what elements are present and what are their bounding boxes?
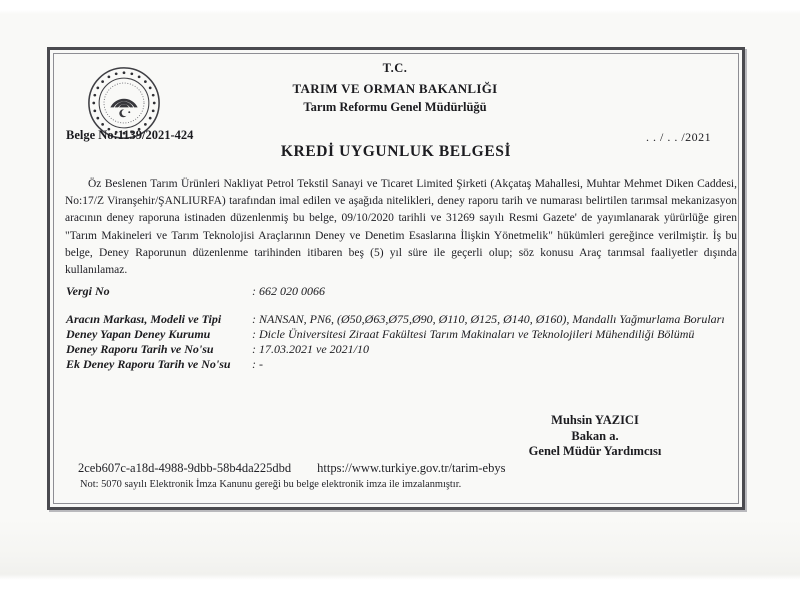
field-value: : NANSAN, PN6, (Ø50,Ø63,Ø75,Ø90, Ø110, Ø125, Ø140, Ø160), Mandallı Yağmurlama Boruları bbox=[252, 312, 725, 326]
field-value: : Dicle Üniversitesi Ziraat Fakültesi Tarım Makinaları ve Teknolojileri Mühendiliği Bölümü bbox=[252, 327, 695, 341]
field-value: : - bbox=[252, 357, 263, 371]
verification-url: https://www.turkiye.gov.tr/tarim-ebys bbox=[317, 461, 506, 475]
letterhead-directorate: Tarım Reformu Genel Müdürlüğü bbox=[303, 99, 487, 114]
signatory-name: Muhsin YAZICI bbox=[551, 413, 639, 427]
document-number-label: Belge No: bbox=[66, 128, 118, 142]
field-row-marka-model-tip bbox=[66, 312, 737, 327]
document-hash: 2ceb607c-a18d-4988-9dbb-58b4da225dbd bbox=[78, 461, 292, 475]
certificate-title: KREDİ UYGUNLUK BELGESİ bbox=[280, 143, 512, 160]
document-date: . . / . . /2021 bbox=[646, 130, 712, 144]
field-label: Ek Deney Raporu Tarih ve No'su bbox=[66, 357, 231, 371]
field-row-ek-deney-raporu bbox=[66, 357, 737, 372]
document-number-row bbox=[66, 128, 193, 143]
field-label: Deney Raporu Tarih ve No'su bbox=[66, 342, 214, 356]
letterhead-ministry: TARIM VE ORMAN BAKANLIĞI bbox=[292, 80, 498, 96]
signature-block bbox=[487, 413, 703, 460]
document-number-value: 1139/2021-424 bbox=[117, 128, 194, 142]
field-value: : 17.03.2021 ve 2021/10 bbox=[252, 342, 369, 356]
esignature-note: Not: 5070 sayılı Elektronik İmza Kanunu gereği bu belge elektronik imza ile imzalanmıştır. bbox=[80, 479, 462, 490]
field-row-vergi-no bbox=[66, 284, 737, 299]
signatory-title-line2: Genel Müdür Yardımcısı bbox=[528, 444, 662, 458]
body-paragraph: Öz Beslenen Tarım Ürünleri Nakliyat Petrol Tekstil Sanayi ve Ticaret Limited Şirketi (Akçataş Mahallesi, Muhtar Mehmet Diken Caddesi, No:17/Z Viranşehir/ŞANLIURFA) tarafından imal edilen ve aşağıda nitelikleri, deney raporu tarih ve numarası belirtilen tarımsal mekanizasyon aracının deney raporuna istinaden düzenlenmiş bu belge, 09/10/2020 tarihli ve 31269 sayılı Resmi Gazete' de yayımlanarak yürürlüğe giren "Tarım Makineleri ve Tarım Teknolojisi Araçlarının Deney ve Denetim Esaslarına İlişkin Yönetmelik" hükümleri gereğince verilmiştir. İş bu belge, Deney Raporunun düzenlenme tarihinden itibaren beş (5) yıl süre ile geçerli olup; söz konusu Araç tarımsal faaliyetler dışında kullanılamaz. bbox=[65, 178, 737, 277]
field-label: Deney Yapan Deney Kurumu bbox=[66, 327, 211, 341]
field-row-deney-raporu bbox=[66, 342, 737, 357]
letterhead bbox=[150, 62, 640, 113]
field-label: Aracın Markası, Modeli ve Tipi bbox=[66, 312, 222, 326]
field-value: : 662 020 0066 bbox=[252, 284, 325, 298]
letterhead-tc: T.C. bbox=[382, 61, 408, 75]
verification-row bbox=[78, 461, 505, 476]
field-row-deney-kurumu bbox=[66, 327, 737, 342]
field-label: Vergi No bbox=[66, 284, 110, 298]
signatory-title-line1: Bakan a. bbox=[571, 428, 619, 443]
